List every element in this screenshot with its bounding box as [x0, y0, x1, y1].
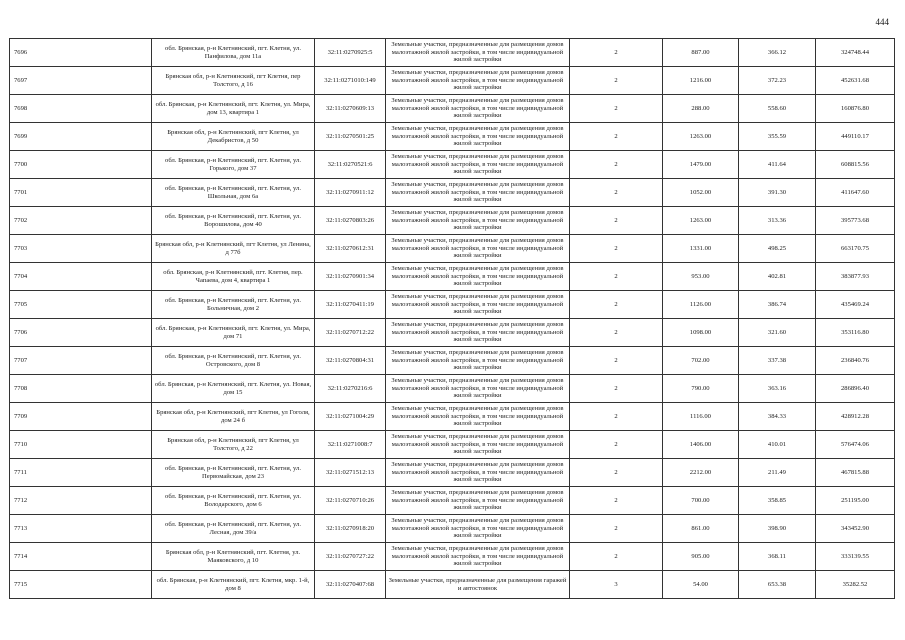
- cadastral-number-cell: 32:11:0270501:25: [315, 123, 386, 151]
- table-row: [10, 179, 895, 207]
- land-use-cell: Земельные участки, предназначенные для размещения домов малоэтажной жилой застройки, в том числе индивидуальной жилой застройки: [386, 459, 570, 487]
- cadastral-number-cell: 32:11:0271512:13: [315, 459, 386, 487]
- row-number-cell: 7709: [10, 403, 152, 431]
- group-cell: 2: [570, 487, 663, 515]
- specific-value-cell: 391.30: [739, 179, 816, 207]
- specific-value-cell: 498.25: [739, 235, 816, 263]
- specific-value-cell: 372.23: [739, 67, 816, 95]
- table-row: [10, 403, 895, 431]
- row-number-cell: 7713: [10, 515, 152, 543]
- area-cell: 1052.00: [663, 179, 739, 207]
- cadastral-value-cell: 411647.60: [816, 179, 895, 207]
- specific-value-cell: 398.90: [739, 515, 816, 543]
- area-cell: 1263.00: [663, 207, 739, 235]
- row-number-cell: 7699: [10, 123, 152, 151]
- row-number-cell: 7715: [10, 571, 152, 599]
- address-cell: обл. Брянская, р-н Клетнянский, пгт. Клетня, ул. Володарского, дом 6: [152, 487, 315, 515]
- cadastral-value-cell: 428912.28: [816, 403, 895, 431]
- cadastral-number-cell: 32:11:0270612:31: [315, 235, 386, 263]
- group-cell: 2: [570, 459, 663, 487]
- table-row: [10, 95, 895, 123]
- area-cell: 953.00: [663, 263, 739, 291]
- cadastral-number-cell: 32:11:0271004:29: [315, 403, 386, 431]
- group-cell: 2: [570, 515, 663, 543]
- table-row: [10, 459, 895, 487]
- address-cell: Брянская обл, р-н Клетнянский, пгт Клетня, пер Толстого, д 16: [152, 67, 315, 95]
- land-use-cell: Земельные участки, предназначенные для размещения домов малоэтажной жилой застройки, в том числе индивидуальной жилой застройки: [386, 207, 570, 235]
- cadastral-value-cell: 353116.80: [816, 319, 895, 347]
- area-cell: 2212.00: [663, 459, 739, 487]
- table-row: [10, 515, 895, 543]
- address-cell: обл. Брянская, р-н Клетнянский, пгт. Клетня, ул. Мира, дом 71: [152, 319, 315, 347]
- cadastral-value-cell: 435469.24: [816, 291, 895, 319]
- group-cell: 2: [570, 347, 663, 375]
- row-number-cell: 7696: [10, 39, 152, 67]
- row-number-cell: 7711: [10, 459, 152, 487]
- specific-value-cell: 363.16: [739, 375, 816, 403]
- specific-value-cell: 410.01: [739, 431, 816, 459]
- specific-value-cell: 653.38: [739, 571, 816, 599]
- address-cell: обл. Брянская, р-н Клетнянский, пгт. Клетня, ул. Школьная, дом 6а: [152, 179, 315, 207]
- cadastral-value-cell: 333139.55: [816, 543, 895, 571]
- group-cell: 2: [570, 319, 663, 347]
- area-cell: 1331.00: [663, 235, 739, 263]
- land-use-cell: Земельные участки, предназначенные для размещения домов малоэтажной жилой застройки, в том числе индивидуальной жилой застройки: [386, 39, 570, 67]
- group-cell: 2: [570, 207, 663, 235]
- cadastral-value-cell: 236840.76: [816, 347, 895, 375]
- row-number-cell: 7702: [10, 207, 152, 235]
- specific-value-cell: 355.59: [739, 123, 816, 151]
- cadastral-value-cell: 160876.80: [816, 95, 895, 123]
- group-cell: 2: [570, 403, 663, 431]
- area-cell: 1098.00: [663, 319, 739, 347]
- land-use-cell: Земельные участки, предназначенные для размещения домов малоэтажной жилой застройки, в том числе индивидуальной жилой застройки: [386, 151, 570, 179]
- cadastral-number-cell: 32:11:0270411:19: [315, 291, 386, 319]
- group-cell: 2: [570, 123, 663, 151]
- cadastral-value-cell: 35282.52: [816, 571, 895, 599]
- land-use-cell: Земельные участки, предназначенные для размещения домов малоэтажной жилой застройки, в том числе индивидуальной жилой застройки: [386, 347, 570, 375]
- table-row: [10, 235, 895, 263]
- specific-value-cell: 313.36: [739, 207, 816, 235]
- cadastral-number-cell: 32:11:0270803:26: [315, 207, 386, 235]
- address-cell: обл. Брянская, р-н Клетнянский, пгт. Клетня, ул. Панфилова, дом 11а: [152, 39, 315, 67]
- table-row: [10, 291, 895, 319]
- cadastral-number-cell: 32:11:0270712:22: [315, 319, 386, 347]
- address-cell: обл. Брянская, р-н Клетнянский, пгт. Клетня, ул. Больничная, дом 2: [152, 291, 315, 319]
- address-cell: обл. Брянская, р-н Клетнянский, пгт. Клетня, ул. Новая, дом 15: [152, 375, 315, 403]
- address-cell: Брянская обл, р-н Клетнянский, пгт. Клетня, ул. Маяковского, д 10: [152, 543, 315, 571]
- specific-value-cell: 211.49: [739, 459, 816, 487]
- cadastral-number-cell: 32:11:0270710:26: [315, 487, 386, 515]
- land-use-cell: Земельные участки, предназначенные для размещения домов малоэтажной жилой застройки, в том числе индивидуальной жилой застройки: [386, 123, 570, 151]
- row-number-cell: 7700: [10, 151, 152, 179]
- address-cell: обл. Брянская, р-н Клетнянский, пгт. Клетня, пер. Чапаева, дом 4, квартира 1: [152, 263, 315, 291]
- table-row: [10, 39, 895, 67]
- specific-value-cell: 337.38: [739, 347, 816, 375]
- area-cell: 1116.00: [663, 403, 739, 431]
- specific-value-cell: 411.64: [739, 151, 816, 179]
- group-cell: 3: [570, 571, 663, 599]
- cadastral-value-cell: 467815.88: [816, 459, 895, 487]
- specific-value-cell: 321.60: [739, 319, 816, 347]
- land-use-cell: Земельные участки, предназначенные для размещения гаражей и автостоянок: [386, 571, 570, 599]
- cadastral-value-cell: 452631.68: [816, 67, 895, 95]
- specific-value-cell: 366.12: [739, 39, 816, 67]
- cadastral-number-cell: 32:11:0270609:13: [315, 95, 386, 123]
- cadastral-number-cell: 32:11:0270918:20: [315, 515, 386, 543]
- table-row: [10, 319, 895, 347]
- group-cell: 2: [570, 263, 663, 291]
- area-cell: 1216.00: [663, 67, 739, 95]
- specific-value-cell: 558.60: [739, 95, 816, 123]
- land-use-cell: Земельные участки, предназначенные для размещения домов малоэтажной жилой застройки, в том числе индивидуальной жилой застройки: [386, 291, 570, 319]
- cadastral-value-cell: 383877.93: [816, 263, 895, 291]
- group-cell: 2: [570, 179, 663, 207]
- specific-value-cell: 358.85: [739, 487, 816, 515]
- row-number-cell: 7697: [10, 67, 152, 95]
- land-use-cell: Земельные участки, предназначенные для размещения домов малоэтажной жилой застройки, в том числе индивидуальной жилой застройки: [386, 179, 570, 207]
- area-cell: 905.00: [663, 543, 739, 571]
- group-cell: 2: [570, 235, 663, 263]
- row-number-cell: 7710: [10, 431, 152, 459]
- address-cell: обл. Брянская, р-н Клетнянский, пгт. Клетня, ул. Первомайская, дом 23: [152, 459, 315, 487]
- address-cell: обл. Брянская, р-н Клетнянский, пгт. Клетня, ул. Горького, дом 37: [152, 151, 315, 179]
- row-number-cell: 7714: [10, 543, 152, 571]
- land-use-cell: Земельные участки, предназначенные для размещения домов малоэтажной жилой застройки, в том числе индивидуальной жилой застройки: [386, 515, 570, 543]
- land-use-cell: Земельные участки, предназначенные для размещения домов малоэтажной жилой застройки, в том числе индивидуальной жилой застройки: [386, 95, 570, 123]
- group-cell: 2: [570, 95, 663, 123]
- row-number-cell: 7704: [10, 263, 152, 291]
- row-number-cell: 7706: [10, 319, 152, 347]
- land-use-cell: Земельные участки, предназначенные для размещения домов малоэтажной жилой застройки, в том числе индивидуальной жилой застройки: [386, 403, 570, 431]
- address-cell: Брянская обл, р-н Клетнянский, пгт Клетня, ул Ленина, д 77б: [152, 235, 315, 263]
- address-cell: обл. Брянская, р-н Клетнянский, пгт. Клетня, ул. Лесная, дом 39/а: [152, 515, 315, 543]
- land-use-cell: Земельные участки, предназначенные для размещения домов малоэтажной жилой застройки, в том числе индивидуальной жилой застройки: [386, 375, 570, 403]
- address-cell: Брянская обл, р-н Клетнянский, пгт Клетня, ул Декабристов, д 50: [152, 123, 315, 151]
- cadastral-number-cell: 32:11:0271010:149: [315, 67, 386, 95]
- cadastral-value-cell: 324748.44: [816, 39, 895, 67]
- cadastral-number-cell: 32:11:0270216:6: [315, 375, 386, 403]
- row-number-cell: 7708: [10, 375, 152, 403]
- cadastral-number-cell: 32:11:0270407:68: [315, 571, 386, 599]
- table-row: [10, 487, 895, 515]
- row-number-cell: 7698: [10, 95, 152, 123]
- area-cell: 288.00: [663, 95, 739, 123]
- cadastral-number-cell: 32:11:0271008:7: [315, 431, 386, 459]
- address-cell: Брянская обл, р-н Клетнянский, пгт Клетня, ул Толстого, д 22: [152, 431, 315, 459]
- land-use-cell: Земельные участки, предназначенные для размещения домов малоэтажной жилой застройки, в том числе индивидуальной жилой застройки: [386, 487, 570, 515]
- specific-value-cell: 384.33: [739, 403, 816, 431]
- table-row: [10, 263, 895, 291]
- table-row: [10, 207, 895, 235]
- group-cell: 2: [570, 431, 663, 459]
- table-row: [10, 67, 895, 95]
- area-cell: 700.00: [663, 487, 739, 515]
- land-use-cell: Земельные участки, предназначенные для размещения домов малоэтажной жилой застройки, в том числе индивидуальной жилой застройки: [386, 543, 570, 571]
- specific-value-cell: 386.74: [739, 291, 816, 319]
- area-cell: 54.00: [663, 571, 739, 599]
- land-use-cell: Земельные участки, предназначенные для размещения домов малоэтажной жилой застройки, в том числе индивидуальной жилой застройки: [386, 319, 570, 347]
- cadastral-number-cell: 32:11:0270804:31: [315, 347, 386, 375]
- specific-value-cell: 368.11: [739, 543, 816, 571]
- row-number-cell: 7707: [10, 347, 152, 375]
- cadastral-register-table: [9, 38, 895, 599]
- area-cell: 702.00: [663, 347, 739, 375]
- group-cell: 2: [570, 151, 663, 179]
- area-cell: 861.00: [663, 515, 739, 543]
- cadastral-value-cell: 343452.90: [816, 515, 895, 543]
- area-cell: 790.00: [663, 375, 739, 403]
- group-cell: 2: [570, 375, 663, 403]
- row-number-cell: 7712: [10, 487, 152, 515]
- cadastral-value-cell: 608815.56: [816, 151, 895, 179]
- land-use-cell: Земельные участки, предназначенные для размещения домов малоэтажной жилой застройки, в том числе индивидуальной жилой застройки: [386, 431, 570, 459]
- area-cell: 1263.00: [663, 123, 739, 151]
- cadastral-value-cell: 286896.40: [816, 375, 895, 403]
- address-cell: Брянская обл, р-н Клетнянский, пгт Клетня, ул Гоголя, дом 24 б: [152, 403, 315, 431]
- cadastral-value-cell: 576474.06: [816, 431, 895, 459]
- area-cell: 1126.00: [663, 291, 739, 319]
- table-row: [10, 431, 895, 459]
- table-row: [10, 375, 895, 403]
- land-use-cell: Земельные участки, предназначенные для размещения домов малоэтажной жилой застройки, в том числе индивидуальной жилой застройки: [386, 263, 570, 291]
- land-use-cell: Земельные участки, предназначенные для размещения домов малоэтажной жилой застройки, в том числе индивидуальной жилой застройки: [386, 67, 570, 95]
- cadastral-number-cell: 32:11:0270521:6: [315, 151, 386, 179]
- row-number-cell: 7703: [10, 235, 152, 263]
- group-cell: 2: [570, 39, 663, 67]
- cadastral-value-cell: 251195.00: [816, 487, 895, 515]
- cadastral-value-cell: 395773.68: [816, 207, 895, 235]
- cadastral-number-cell: 32:11:0270925:5: [315, 39, 386, 67]
- specific-value-cell: 402.81: [739, 263, 816, 291]
- table-row: [10, 571, 895, 599]
- area-cell: 1406.00: [663, 431, 739, 459]
- table-row: [10, 543, 895, 571]
- row-number-cell: 7701: [10, 179, 152, 207]
- cadastral-value-cell: 663170.75: [816, 235, 895, 263]
- table-row: [10, 347, 895, 375]
- group-cell: 2: [570, 67, 663, 95]
- address-cell: обл. Брянская, р-н Клетнянский, пгт. Клетня, ул. Островского, дом 8: [152, 347, 315, 375]
- area-cell: 887.00: [663, 39, 739, 67]
- cadastral-number-cell: 32:11:0270901:34: [315, 263, 386, 291]
- cadastral-number-cell: 32:11:0270911:12: [315, 179, 386, 207]
- cadastral-value-cell: 449110.17: [816, 123, 895, 151]
- row-number-cell: 7705: [10, 291, 152, 319]
- cadastral-number-cell: 32:11:0270727:22: [315, 543, 386, 571]
- address-cell: обл. Брянская, р-н Клетнянский, пгт. Клетня, ул. Мира, дом 13, квартира 1: [152, 95, 315, 123]
- table-row: [10, 151, 895, 179]
- group-cell: 2: [570, 543, 663, 571]
- group-cell: 2: [570, 291, 663, 319]
- land-use-cell: Земельные участки, предназначенные для размещения домов малоэтажной жилой застройки, в том числе индивидуальной жилой застройки: [386, 235, 570, 263]
- address-cell: обл. Брянская, р-н Клетнянский, пгт. Клетня, ул. Ворошилова, дом 40: [152, 207, 315, 235]
- page-number: 444: [875, 17, 889, 27]
- address-cell: обл. Брянская, р-н Клетнянский, пгт. Клетня, мкр. 1-й, дом 8: [152, 571, 315, 599]
- table-row: [10, 123, 895, 151]
- area-cell: 1479.00: [663, 151, 739, 179]
